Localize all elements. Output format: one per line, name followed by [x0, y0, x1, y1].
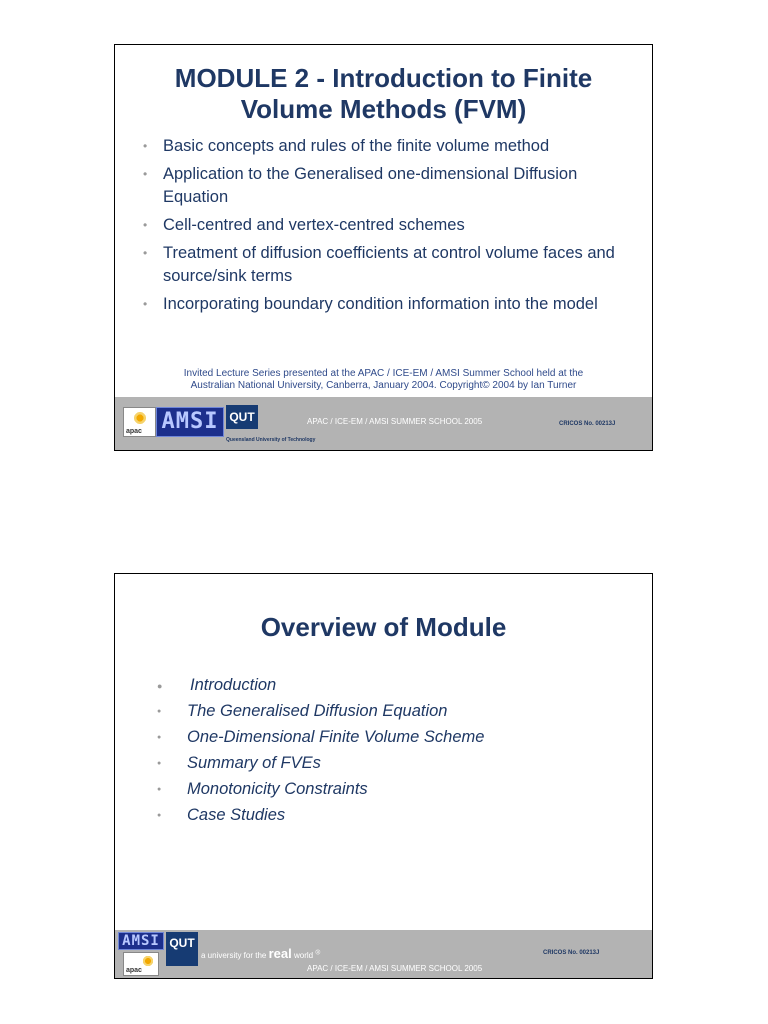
qut-subtitle: Queensland University of Technology [226, 437, 316, 443]
bullet-icon: • [143, 218, 148, 232]
bullet-icon: • [143, 246, 148, 260]
list-item [139, 214, 638, 237]
apac-logo-text: apac [126, 428, 142, 435]
overview-list [155, 672, 484, 828]
list-item-text: One-Dimensional Finite Volume Scheme [187, 728, 485, 746]
title-line-1: MODULE 2 - Introduction to Finite [174, 63, 593, 93]
list-item-text: Cell-centred and vertex-centred schemes [163, 216, 465, 234]
list-item-text: Monotonicity Constraints [187, 780, 368, 798]
list-item [139, 135, 638, 158]
slide-module-2 [114, 44, 653, 451]
topic-list [139, 135, 638, 321]
apac-logo [123, 407, 156, 437]
list-item [155, 802, 484, 828]
footer-event-text: APAC / ICE-EM / AMSI SUMMER SCHOOL 2005 [307, 417, 483, 426]
slide-title [115, 63, 652, 125]
credit-line-1: Invited Lecture Series presented at the APAC / ICE-EM / AMSI Summer School held at the [183, 368, 584, 379]
list-item-text: Introduction [190, 676, 277, 694]
bullet-icon: ● [157, 786, 162, 793]
list-item [155, 724, 484, 750]
registered-mark: ® [315, 949, 321, 957]
qut-logo: QUT [166, 932, 198, 966]
bullet-icon: • [143, 297, 148, 311]
list-item-text: Treatment of diffusion coefficients at control volume faces and source/sink terms [163, 244, 615, 285]
slide-overview [114, 573, 653, 979]
amsi-logo: AMSI [118, 932, 164, 950]
tagline-real: real [268, 946, 292, 961]
list-item-text: Incorporating boundary condition information into the model [163, 295, 598, 313]
list-item [139, 293, 638, 316]
credit-line-2: Australian National University, Canberra, January 2004. Copyright© 2004 by Ian Turner [190, 380, 577, 391]
bullet-icon: ● [157, 760, 162, 767]
sun-icon [142, 955, 154, 967]
apac-logo [123, 952, 159, 976]
apac-logo-text: apac [126, 967, 142, 974]
cricos-number: CRICOS No. 00213J [559, 421, 616, 427]
list-item-text: Case Studies [187, 806, 286, 824]
bullet-icon: • [143, 167, 148, 181]
list-item-text: Basic concepts and rules of the finite volume method [163, 137, 550, 155]
list-item [155, 776, 484, 802]
list-item-text: The Generalised Diffusion Equation [187, 702, 448, 720]
list-item [155, 750, 484, 776]
amsi-logo: AMSI [156, 407, 224, 437]
title-line-2: Volume Methods (FVM) [240, 94, 527, 124]
tagline-pre: a university for the [201, 951, 267, 960]
qut-logo: QUT [226, 405, 258, 429]
bullet-icon: • [143, 139, 148, 153]
list-item-text: Application to the Generalised one-dimensional Diffusion Equation [163, 165, 578, 206]
bullet-icon: ● [157, 812, 162, 819]
tagline [201, 946, 320, 961]
credit-note [115, 368, 652, 392]
list-item [155, 698, 484, 724]
list-item [139, 163, 638, 209]
cricos-number: CRICOS No. 00213J [543, 950, 600, 956]
tagline-post: world [293, 951, 314, 960]
bullet-icon: ● [157, 708, 162, 715]
slide-footer [115, 930, 652, 978]
sun-icon [133, 411, 147, 425]
list-item [155, 672, 484, 698]
footer-event-text: APAC / ICE-EM / AMSI SUMMER SCHOOL 2005 [307, 964, 483, 973]
slide-title: Overview of Module [260, 612, 507, 642]
bullet-icon: ● [157, 681, 163, 691]
slide-footer [115, 397, 652, 450]
list-item-text: Summary of FVEs [187, 754, 321, 772]
bullet-icon: ● [157, 734, 162, 741]
list-item [139, 242, 638, 288]
